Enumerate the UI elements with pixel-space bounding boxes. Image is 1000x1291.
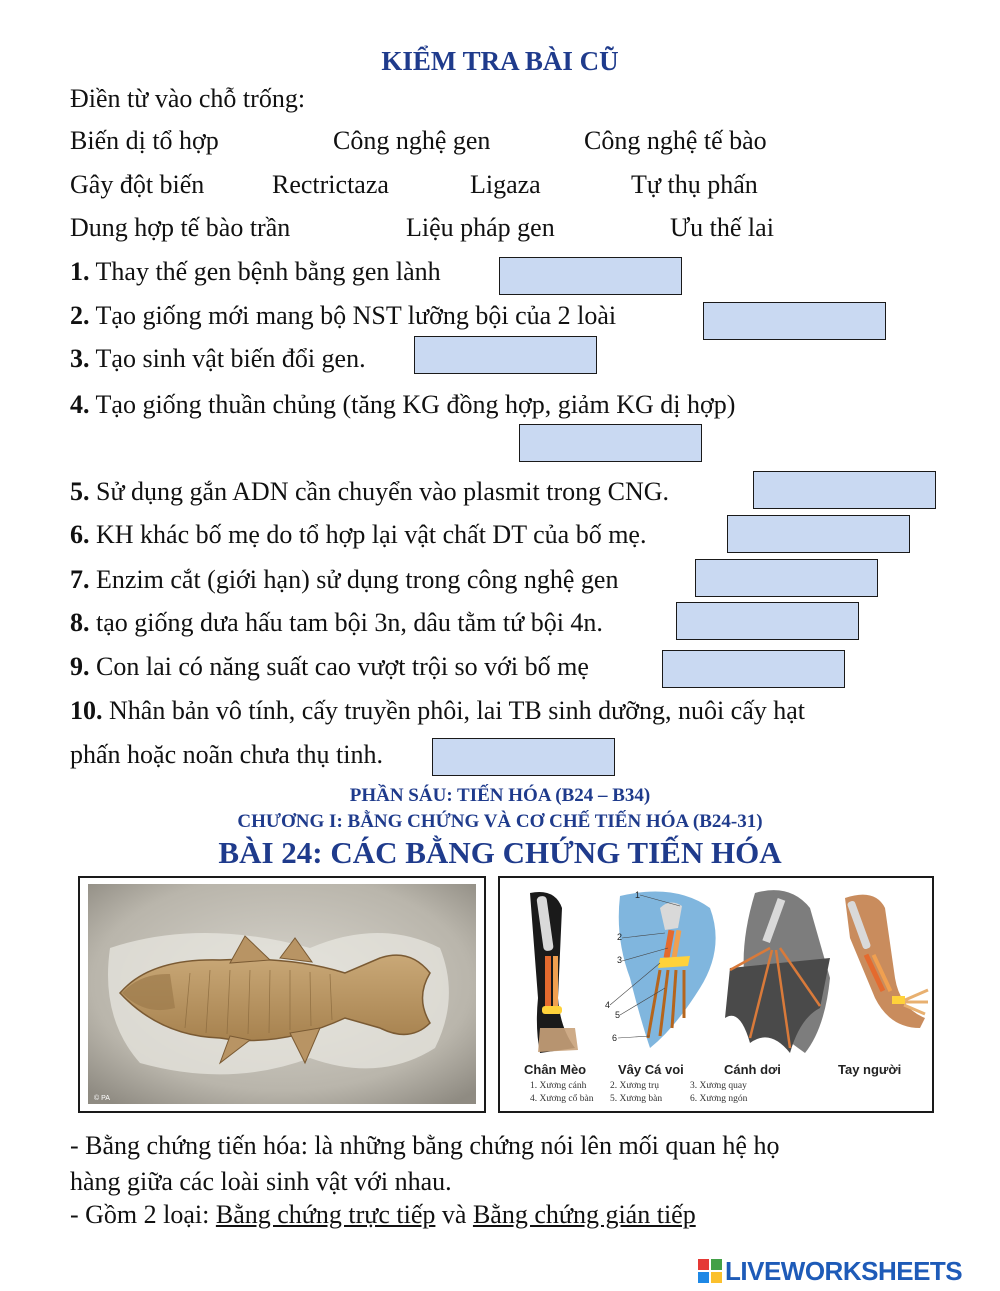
- direct-evidence: Bằng chứng trực tiếp: [215, 1200, 436, 1229]
- fossil-credit: © PA: [94, 1095, 110, 1102]
- answer-box-7[interactable]: [695, 559, 878, 597]
- question-number: 3.: [70, 344, 90, 373]
- word-bank-item: Dung hợp tế bào trần: [70, 213, 291, 242]
- answer-box-3[interactable]: [414, 336, 597, 374]
- summary-and: và: [435, 1200, 473, 1229]
- label-number: 6: [612, 1033, 618, 1043]
- question-text: Enzim cắt (giới hạn) sử dụng trong công nghệ gen: [96, 565, 619, 594]
- question-text: Con lai có năng suất cao vượt trội so với bố mẹ: [96, 652, 589, 681]
- fossil-figure: [78, 876, 486, 1113]
- summary-line-3: [70, 1200, 696, 1230]
- legend-item: 6. Xương ngón: [690, 1094, 748, 1104]
- word-bank-item: Tự thụ phấn: [631, 170, 758, 199]
- answer-box-1[interactable]: [499, 257, 682, 295]
- lesson-heading: BÀI 24: CÁC BẰNG CHỨNG TIẾN HÓA: [218, 835, 782, 870]
- question-number: 6.: [70, 520, 90, 549]
- question-7: [70, 565, 618, 595]
- instruction: Điền từ vào chỗ trống:: [70, 84, 306, 113]
- question-text: Nhân bản vô tính, cấy truyền phôi, lai TB sinh dưỡng, nuôi cấy hạt: [109, 696, 806, 725]
- question-4: [70, 390, 735, 420]
- answer-box-4[interactable]: [519, 424, 702, 462]
- question-8: [70, 608, 603, 638]
- caption-human-arm: Tay người: [838, 1062, 902, 1077]
- label-number: 3: [617, 955, 623, 965]
- question-number: 1.: [70, 257, 90, 286]
- label-number: 1: [635, 890, 641, 900]
- legend-item: 4. Xương cổ bàn: [530, 1094, 594, 1104]
- bat-wing-drawing: [725, 890, 830, 1053]
- fossil-image: [80, 878, 484, 1111]
- chapter-heading: CHƯƠNG I: BẰNG CHỨNG VÀ CƠ CHẾ TIẾN HÓA (B24-31): [237, 811, 763, 832]
- brand-name: LIVEWORKSHEETS: [725, 1255, 963, 1286]
- answer-box-6[interactable]: [727, 515, 910, 553]
- question-3: [70, 344, 366, 374]
- cat-leg-drawing: [530, 892, 578, 1053]
- question-text: Thay thế gen bệnh bằng gen lành: [95, 257, 441, 286]
- question-1: [70, 257, 441, 287]
- word-bank-item: Gây đột biến: [70, 170, 205, 199]
- caption-bat-wing: Cánh dơi: [724, 1062, 781, 1077]
- word-bank-item: Công nghệ tế bào: [584, 126, 767, 155]
- question-10: [70, 696, 805, 726]
- word-bank-item: Công nghệ gen: [333, 126, 491, 155]
- answer-box-10[interactable]: [432, 738, 615, 776]
- question-text: KH khác bố mẹ do tổ hợp lại vật chất DT của bố mẹ.: [96, 520, 647, 549]
- label-number: 4: [605, 1000, 611, 1010]
- word-bank-item: Ưu thế lai: [670, 213, 774, 242]
- legend-item: 5. Xương bàn: [610, 1094, 663, 1104]
- caption-cat-leg: Chân Mèo: [524, 1062, 587, 1077]
- answer-box-9[interactable]: [662, 650, 845, 688]
- caption-whale-fin: Vây Cá voi: [618, 1062, 684, 1077]
- summary-line-2: hàng giữa các loài sinh vật với nhau.: [70, 1167, 452, 1196]
- word-bank-item: Liệu pháp gen: [406, 213, 555, 242]
- human-arm-drawing: [845, 895, 928, 1028]
- label-number: 5: [615, 1010, 621, 1020]
- question-text: Tạo giống thuần chủng (tăng KG đồng hợp, giảm KG dị hợp): [95, 390, 736, 419]
- question-9: [70, 652, 589, 682]
- review-title: KIỂM TRA BÀI CŨ: [381, 46, 619, 76]
- question-text: Sử dụng gắn ADN cần chuyển vào plasmit trong CNG.: [96, 477, 670, 506]
- question-number: 7.: [70, 565, 90, 594]
- legend-item: 2. Xương trụ: [610, 1081, 659, 1091]
- answer-box-2[interactable]: [703, 302, 886, 340]
- logo-icon: [698, 1259, 722, 1283]
- question-number: 9.: [70, 652, 90, 681]
- question-number: 5.: [70, 477, 90, 506]
- question-text: Tạo giống mới mang bộ NST lưỡng bội của 2 loài: [95, 301, 617, 330]
- limbs-diagram: [500, 878, 932, 1068]
- part-heading: PHẦN SÁU: TIẾN HÓA (B24 – B34): [349, 785, 651, 806]
- question-text: tạo giống dưa hấu tam bội 3n, dâu tằm tứ bội 4n.: [96, 608, 603, 637]
- question-5: [70, 477, 669, 507]
- summary-prefix: - Gồm 2 loại:: [70, 1200, 216, 1229]
- question-6: [70, 520, 646, 550]
- question-number: 8.: [70, 608, 90, 637]
- question-10-continued: phấn hoặc noãn chưa thụ tinh.: [70, 740, 384, 769]
- label-number: 2: [617, 932, 623, 942]
- legend-item: 1. Xương cánh: [530, 1081, 587, 1091]
- answer-box-8[interactable]: [676, 602, 859, 640]
- word-bank-item: Biến dị tổ hợp: [70, 126, 219, 155]
- limbs-figure: [498, 876, 934, 1113]
- word-bank-item: Ligaza: [470, 170, 541, 199]
- question-text: Tạo sinh vật biến đổi gen.: [95, 344, 366, 373]
- answer-box-5[interactable]: [753, 471, 936, 509]
- liveworksheets-logo: [698, 1256, 962, 1286]
- question-number: 2.: [70, 301, 90, 330]
- legend-item: 3. Xương quay: [690, 1081, 747, 1091]
- question-number: 10.: [70, 696, 103, 725]
- question-2: [70, 301, 616, 331]
- question-number: 4.: [70, 390, 90, 419]
- word-bank-item: Rectrictaza: [272, 170, 389, 199]
- whale-flipper-drawing: [619, 892, 716, 1048]
- summary-line-1: - Bằng chứng tiến hóa: là những bằng chứng nói lên mối quan hệ họ: [70, 1131, 780, 1160]
- indirect-evidence: Bằng chứng gián tiếp: [472, 1200, 696, 1229]
